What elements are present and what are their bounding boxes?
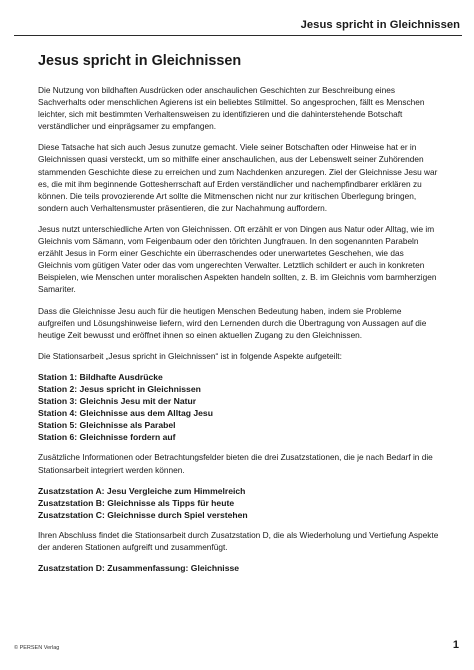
extra-station-list <box>38 485 440 521</box>
station-item: Station 1: Bildhafte Ausdrücke <box>38 371 163 382</box>
station-item: Station 4: Gleichnisse aus dem Alltag Jesu <box>38 408 213 419</box>
final-station-item: Zusatzstation D: Zusammenfassung: Gleichnisse <box>38 563 240 574</box>
station-item: Station 5: Gleichnisse als Parabel <box>38 420 176 431</box>
header-divider <box>14 35 462 36</box>
running-header-title: Jesus spricht in Gleichnissen <box>300 19 460 31</box>
paragraph-relevance: Dass die Gleichnisse Jesu auch für die heutigen Menschen Bedeutung haben, indem sie Probleme aufgreifen und Lösungshinweise liefern, wird den Lernenden durch die Übertragung von Aussagen auf die heutige Zeit bewusst und eröffnet ihnen so einen aktuellen Zugang zu den Gleichnissen. <box>38 305 427 340</box>
paragraph-stations-intro: Die Stationsarbeit „Jesus spricht in Gleichnissen“ ist in folgende Aspekte aufgeteilt: <box>38 350 342 361</box>
body-content <box>38 84 440 582</box>
paragraph-closing: Ihren Abschluss findet die Stationsarbeit durch Zusatzstation D, die als Wiederholung und Vertiefung Aspekte der anderen Stationen aufgreift und zusammenfügt. <box>38 529 439 552</box>
station-item: Station 3: Gleichnis Jesu mit der Natur <box>38 396 197 407</box>
station-list <box>38 371 440 444</box>
page-number: 1 <box>452 639 459 651</box>
paragraph-types: Jesus nutzt unterschiedliche Arten von Gleichnissen. Oft erzählt er von Dingen aus Natur oder Alltag, wie im Gleichnis vom Sämann, vom Feigenbaum oder den törichten Jungfrauen. In den sogenannten Parabeln erzählt Jesus in Form einer Geschichte ein überraschendes oder unerwartetes Geschehen, wie das Gleichnis vom gütigen Vater oder das vom ungerechten Verwalter. Letztlich schildert er auch in konkreten Beispielen, wie Menschen unter moralischen Aspekten handeln sollten, z. B. im Gleichnis vom barmherzigen Samariter. <box>38 223 437 295</box>
paragraph-extra-intro: Zusätzliche Informationen oder Betrachtungsfelder bieten die drei Zusatzstationen, die je nach Bedarf in die Stationsarbeit integriert werden können. <box>38 452 433 475</box>
paragraph-jesus-usage: Diese Tatsache hat sich auch Jesus zunutze gemacht. Viele seiner Botschaften oder Hinweise hat er in Gleichnissen quasi versteckt, um so mithilfe einer anschaulichen, aus der Lebenswelt seiner Zuhörenden stammenden Geschichte diese zu erreichen und zum Nachdenken anzuregen. Ziel der Gleichnisse Jesu war es, die mit ihm beginnende Gottesherrschaft auf Erden verständlicher und nachempfindbarer erklären zu können. Die teils provozierende Art sollte die Mitmenschen nicht nur zur kritischen Überlegung bringen, sondern auch Verhaltensmuster präsentieren, die zur Nachahmung auffordern. <box>38 142 438 213</box>
final-station-list <box>38 562 440 574</box>
station-item: Station 2: Jesus spricht in Gleichnissen <box>38 383 201 394</box>
extra-station-item: Zusatzstation B: Gleichnisse als Tipps für heute <box>38 497 235 508</box>
station-item: Station 6: Gleichnisse fordern auf <box>38 432 176 443</box>
extra-station-item: Zusatzstation A: Jesu Vergleiche zum Himmelreich <box>38 485 246 496</box>
page-title: Jesus spricht in Gleichnissen <box>38 53 242 69</box>
publisher-credit: © PERSEN Verlag <box>14 645 60 651</box>
extra-station-item: Zusatzstation C: Gleichnisse durch Spiel verstehen <box>38 509 248 520</box>
paragraph-intro: Die Nutzung von bildhaften Ausdrücken oder anschaulichen Geschichten zur Beschreibung eines Sachverhalts oder menschlichen Agierens ist ein beliebtes Stilmittel. So angesprochen, fällt es Menschen leichter, sich mit bestimmten Verhaltensweisen zu identifizieren und die dahinterstehende Botschaft verständlicher und einprägsamer zu empfangen. <box>38 85 425 132</box>
